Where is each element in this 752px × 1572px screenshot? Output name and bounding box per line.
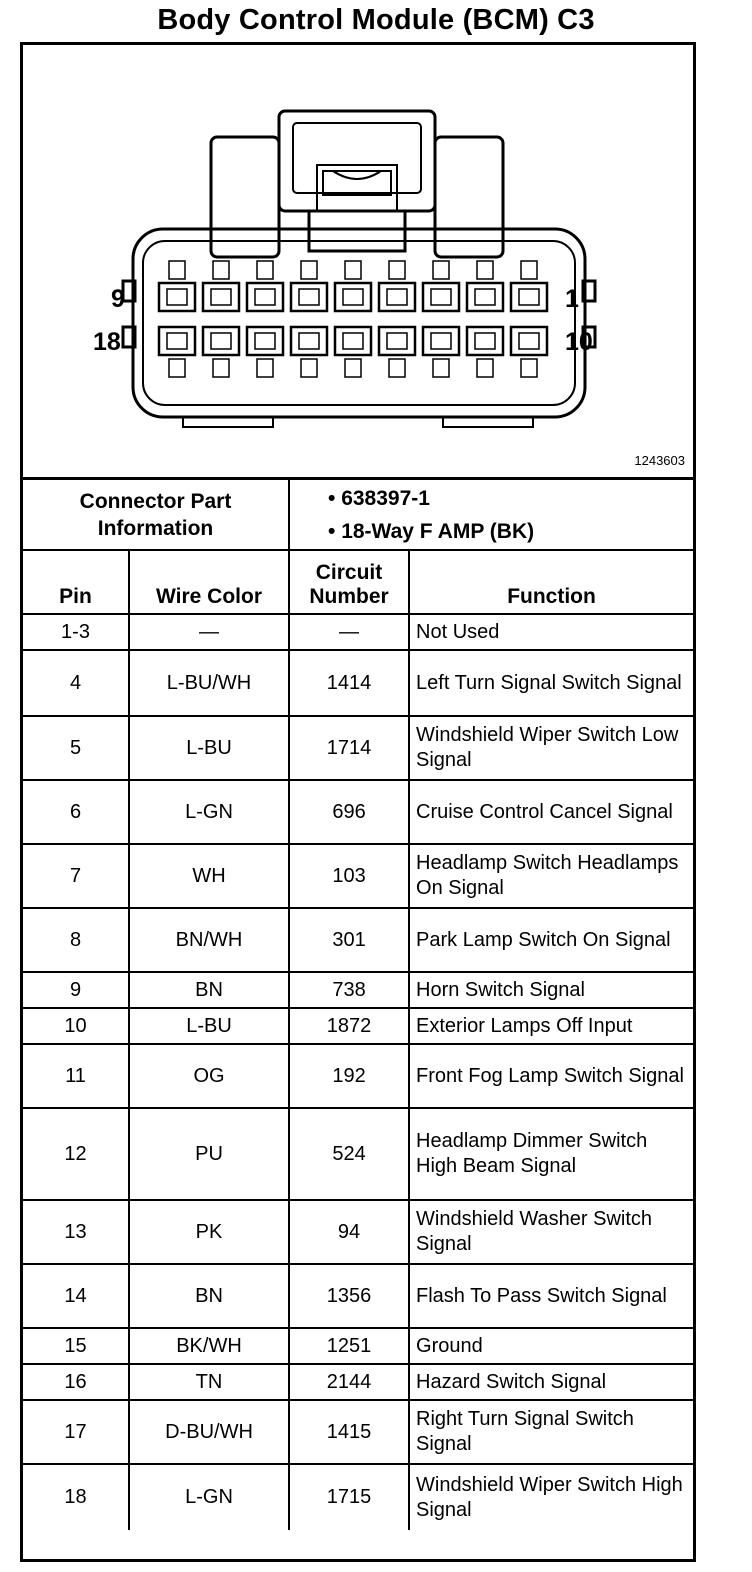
- terminal-strip: [301, 261, 317, 279]
- wire-color-cell: —: [129, 614, 289, 650]
- pin-terminal: [519, 289, 539, 305]
- pin-label-9: 9: [111, 285, 125, 313]
- pin-cavity: [379, 327, 415, 355]
- pin-terminal: [431, 333, 451, 349]
- figure-id: 1243603: [634, 453, 685, 468]
- terminal-strip: [477, 261, 493, 279]
- function-cell: Park Lamp Switch On Signal: [409, 908, 693, 972]
- table-header-row: [23, 550, 693, 614]
- circuit-number-cell: 1715: [289, 1464, 409, 1530]
- pin-terminal: [475, 289, 495, 305]
- document-frame: [20, 42, 696, 1562]
- connector-info-label: Connector Part Information: [23, 480, 289, 550]
- pin-cell: 8: [23, 908, 129, 972]
- circuit-number-cell: 1415: [289, 1400, 409, 1464]
- pin-label-10: 10: [565, 328, 593, 356]
- circuit-number-cell: 94: [289, 1200, 409, 1264]
- table-row: [23, 844, 693, 908]
- pin-terminal: [211, 333, 231, 349]
- table-row: [23, 1264, 693, 1328]
- wire-color-cell: D-BU/WH: [129, 1400, 289, 1464]
- pin-cavity: [379, 283, 415, 311]
- table-row: [23, 1044, 693, 1108]
- pin-cavity: [467, 283, 503, 311]
- pin-cavity: [159, 283, 195, 311]
- function-cell: Not Used: [409, 614, 693, 650]
- terminal-strip: [521, 261, 537, 279]
- table-row: [23, 908, 693, 972]
- pin-cell: 13: [23, 1200, 129, 1264]
- circuit-number-cell: 1872: [289, 1008, 409, 1044]
- function-cell: Flash To Pass Switch Signal: [409, 1264, 693, 1328]
- connector-body: [133, 229, 585, 417]
- pin-cavity: [291, 327, 327, 355]
- table-row: [23, 1008, 693, 1044]
- pin-terminal: [299, 333, 319, 349]
- col-header-wire-color: Wire Color: [129, 550, 289, 614]
- terminal-strip: [301, 359, 317, 377]
- connector-info-values: [289, 480, 693, 550]
- function-cell: Headlamp Switch Headlamps On Signal: [409, 844, 693, 908]
- table-row: [23, 1108, 693, 1200]
- terminal-strip: [389, 261, 405, 279]
- table-row: [23, 614, 693, 650]
- pin-cavity: [423, 283, 459, 311]
- pin-cell: 6: [23, 780, 129, 844]
- pin-terminal: [255, 333, 275, 349]
- pin-cavity: [203, 327, 239, 355]
- wire-color-cell: OG: [129, 1044, 289, 1108]
- circuit-number-cell: 103: [289, 844, 409, 908]
- wire-color-cell: L-GN: [129, 780, 289, 844]
- pin-cell: 4: [23, 650, 129, 716]
- function-cell: Windshield Washer Switch Signal: [409, 1200, 693, 1264]
- terminal-strip: [169, 261, 185, 279]
- circuit-number-cell: 1356: [289, 1264, 409, 1328]
- pin-terminal: [387, 289, 407, 305]
- pin-cavity: [203, 283, 239, 311]
- function-cell: Ground: [409, 1328, 693, 1364]
- function-cell: Headlamp Dimmer Switch High Beam Signal: [409, 1108, 693, 1200]
- function-cell: Exterior Lamps Off Input: [409, 1008, 693, 1044]
- table-row: [23, 1464, 693, 1530]
- pin-terminal: [343, 289, 363, 305]
- pin-cavity: [511, 327, 547, 355]
- pin-cell: 16: [23, 1364, 129, 1400]
- function-cell: Horn Switch Signal: [409, 972, 693, 1008]
- pin-terminal: [255, 289, 275, 305]
- pinout-table: [23, 480, 693, 1530]
- terminal-strip: [345, 359, 361, 377]
- wire-color-cell: L-BU: [129, 716, 289, 780]
- pin-cell: 15: [23, 1328, 129, 1364]
- pin-cavity: [511, 283, 547, 311]
- pin-cell: 11: [23, 1044, 129, 1108]
- pin-terminal: [431, 289, 451, 305]
- pin-cell: 1-3: [23, 614, 129, 650]
- function-cell: Windshield Wiper Switch High Signal: [409, 1464, 693, 1530]
- pin-terminal: [343, 333, 363, 349]
- wire-color-cell: L-BU/WH: [129, 650, 289, 716]
- wire-color-cell: L-BU: [129, 1008, 289, 1044]
- pin-terminal: [299, 289, 319, 305]
- circuit-number-cell: 192: [289, 1044, 409, 1108]
- function-cell: Hazard Switch Signal: [409, 1364, 693, 1400]
- circuit-number-cell: 524: [289, 1108, 409, 1200]
- col-header-circuit-number: Circuit Number: [289, 550, 409, 614]
- function-cell: Windshield Wiper Switch Low Signal: [409, 716, 693, 780]
- terminal-strip: [433, 359, 449, 377]
- terminal-strip: [213, 261, 229, 279]
- wire-color-cell: BK/WH: [129, 1328, 289, 1364]
- pin-cavity: [335, 327, 371, 355]
- table-row: [23, 1328, 693, 1364]
- wire-color-cell: TN: [129, 1364, 289, 1400]
- wire-color-cell: BN: [129, 1264, 289, 1328]
- circuit-number-cell: 1414: [289, 650, 409, 716]
- connector-info-row: [23, 480, 693, 550]
- pin-cavity: [467, 327, 503, 355]
- function-cell: Cruise Control Cancel Signal: [409, 780, 693, 844]
- connector-illustration: [23, 45, 693, 477]
- pin-cell: 18: [23, 1464, 129, 1530]
- circuit-number-cell: —: [289, 614, 409, 650]
- terminal-strip: [345, 261, 361, 279]
- terminal-strip: [257, 359, 273, 377]
- pin-cell: 7: [23, 844, 129, 908]
- circuit-number-cell: 301: [289, 908, 409, 972]
- pin-label-18: 18: [93, 328, 121, 356]
- table-row: [23, 972, 693, 1008]
- circuit-number-cell: 738: [289, 972, 409, 1008]
- pin-cell: 17: [23, 1400, 129, 1464]
- pin-cavity: [335, 283, 371, 311]
- latch-left: [211, 137, 279, 257]
- pin-cavity: [247, 327, 283, 355]
- pin-cavities: [159, 261, 547, 377]
- wire-color-cell: PU: [129, 1108, 289, 1200]
- circuit-number-cell: 696: [289, 780, 409, 844]
- terminal-strip: [433, 261, 449, 279]
- table-row: [23, 716, 693, 780]
- col-header-function: Function: [409, 550, 693, 614]
- pin-cell: 9: [23, 972, 129, 1008]
- circuit-number-cell: 2144: [289, 1364, 409, 1400]
- connector-type: • 18-Way F AMP (BK): [328, 519, 535, 543]
- circuit-number-cell: 1714: [289, 716, 409, 780]
- table-row: [23, 650, 693, 716]
- table-row: [23, 1200, 693, 1264]
- pin-terminal: [211, 289, 231, 305]
- connector-diagram: [23, 45, 693, 480]
- latch-right: [435, 137, 503, 257]
- table-row: [23, 1400, 693, 1464]
- pin-terminal: [519, 333, 539, 349]
- wire-color-cell: WH: [129, 844, 289, 908]
- col-header-pin: Pin: [23, 550, 129, 614]
- pin-terminal: [475, 333, 495, 349]
- connector-part-number: • 638397-1: [328, 486, 430, 510]
- function-cell: Right Turn Signal Switch Signal: [409, 1400, 693, 1464]
- function-cell: Left Turn Signal Switch Signal: [409, 650, 693, 716]
- pin-cell: 10: [23, 1008, 129, 1044]
- function-cell: Front Fog Lamp Switch Signal: [409, 1044, 693, 1108]
- wire-color-cell: PK: [129, 1200, 289, 1264]
- terminal-strip: [213, 359, 229, 377]
- pin-cell: 12: [23, 1108, 129, 1200]
- circuit-number-cell: 1251: [289, 1328, 409, 1364]
- pin-cavity: [159, 327, 195, 355]
- terminal-strip: [257, 261, 273, 279]
- pin-terminal: [167, 289, 187, 305]
- terminal-strip: [169, 359, 185, 377]
- table-row: [23, 1364, 693, 1400]
- table-row: [23, 780, 693, 844]
- pin-cell: 5: [23, 716, 129, 780]
- wire-color-cell: BN/WH: [129, 908, 289, 972]
- terminal-strip: [389, 359, 405, 377]
- pin-cavity: [247, 283, 283, 311]
- page-title: Body Control Module (BCM) C3: [157, 4, 595, 36]
- terminal-strip: [477, 359, 493, 377]
- pin-label-1: 1: [565, 285, 579, 313]
- terminal-strip: [521, 359, 537, 377]
- pin-cell: 14: [23, 1264, 129, 1328]
- pin-cavity: [291, 283, 327, 311]
- wire-color-cell: L-GN: [129, 1464, 289, 1530]
- pin-terminal: [387, 333, 407, 349]
- wire-color-cell: BN: [129, 972, 289, 1008]
- pin-terminal: [167, 333, 187, 349]
- pin-cavity: [423, 327, 459, 355]
